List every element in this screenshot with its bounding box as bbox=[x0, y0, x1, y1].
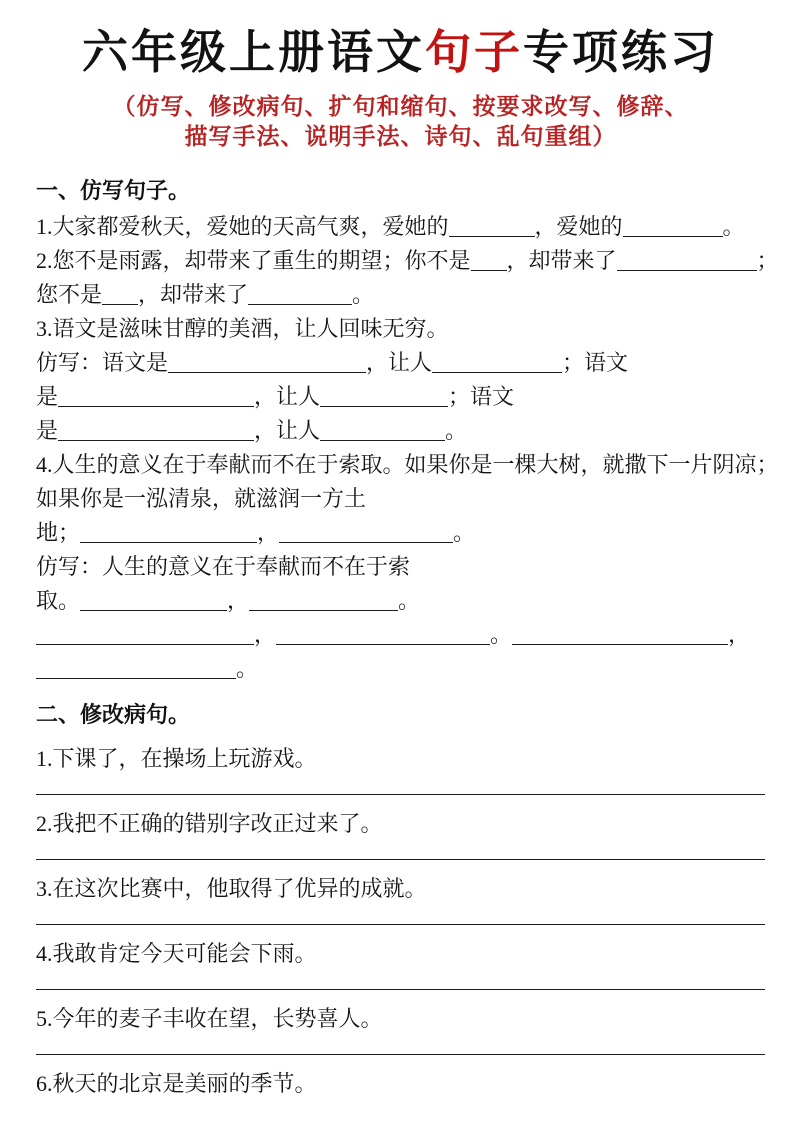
answer-blank bbox=[80, 588, 227, 611]
line-text: 是 bbox=[36, 384, 59, 409]
answer-line bbox=[36, 1054, 765, 1055]
line-text: ， bbox=[257, 520, 280, 545]
worksheet-line bbox=[36, 278, 765, 312]
line-text: 。 bbox=[490, 622, 513, 647]
question-item bbox=[36, 1069, 765, 1099]
line-text: ，爱她的 bbox=[534, 214, 623, 239]
line-text: 4.人生的意义在于奉献而不在于索取。如果你是一棵大树，就撒下一片阴凉； bbox=[36, 452, 779, 477]
answer-blank bbox=[58, 418, 254, 441]
question-item bbox=[36, 939, 765, 969]
line-text: 是 bbox=[36, 418, 59, 443]
answer-blank bbox=[449, 214, 535, 237]
answer-blank bbox=[168, 350, 366, 373]
answer-blank bbox=[249, 588, 398, 611]
subtitle-line-2: 描写手法、说明手法、诗句、乱句重组） bbox=[184, 124, 617, 149]
answer-blank bbox=[617, 248, 757, 271]
line-text: 3.语文是滋味甘醇的美酒，让人回味无穷。 bbox=[36, 316, 449, 341]
answer-blank bbox=[102, 282, 138, 305]
question-text: 4.我敢肯定今天可能会下雨。 bbox=[36, 941, 317, 966]
line-text: 取。 bbox=[36, 588, 81, 613]
line-text: ， bbox=[728, 622, 751, 647]
worksheet-line bbox=[36, 482, 765, 516]
answer-blank bbox=[58, 384, 254, 407]
line-text: 您不是 bbox=[36, 282, 103, 307]
subtitle bbox=[36, 92, 765, 152]
line-text: ，让人 bbox=[254, 418, 321, 443]
line-text: 。 bbox=[453, 520, 476, 545]
worksheet-line bbox=[36, 448, 779, 482]
subtitle-line-1: （仿写、修改病句、扩句和缩句、按要求改写、修辞、 bbox=[112, 94, 689, 119]
line-text: ， bbox=[254, 622, 277, 647]
line-text: ， bbox=[227, 588, 250, 613]
title-prefix: 六年级上册语文 bbox=[82, 27, 425, 78]
line-text: 仿写：语文是 bbox=[36, 350, 169, 375]
answer-line bbox=[36, 924, 765, 925]
section-2-heading: 二、修改病句。 bbox=[36, 702, 191, 727]
worksheet-line bbox=[36, 652, 765, 686]
answer-blank bbox=[276, 622, 490, 645]
line-text: 。 bbox=[722, 214, 745, 239]
line-text: 2.您不是雨露，却带来了重生的期望；你不是 bbox=[36, 248, 471, 273]
answer-blank bbox=[36, 622, 254, 645]
section-2-body bbox=[36, 744, 765, 1099]
question-text: 3.在这次比赛中，他取得了优异的成就。 bbox=[36, 876, 427, 901]
worksheet-line bbox=[36, 346, 765, 380]
line-text: ，却带来了 bbox=[506, 248, 617, 273]
section-1-heading: 一、仿写句子。 bbox=[36, 178, 191, 203]
answer-blank bbox=[36, 656, 236, 679]
worksheet-line bbox=[36, 414, 765, 448]
worksheet-line bbox=[36, 210, 765, 244]
answer-line bbox=[36, 859, 765, 860]
line-text: ；语文 bbox=[448, 384, 515, 409]
answer-blank bbox=[471, 248, 507, 271]
line-text: ，让人 bbox=[366, 350, 433, 375]
answer-blank bbox=[432, 350, 562, 373]
question-text: 5.今年的麦子丰收在望，长势喜人。 bbox=[36, 1006, 383, 1031]
answer-line bbox=[36, 989, 765, 990]
answer-blank bbox=[279, 520, 453, 543]
question-item bbox=[36, 744, 765, 774]
line-text: 地； bbox=[36, 520, 81, 545]
line-text: 1.大家都爱秋天，爱她的天高气爽，爱她的 bbox=[36, 214, 449, 239]
page-title bbox=[36, 24, 765, 82]
line-text: ； bbox=[756, 248, 779, 273]
question-text: 1.下课了，在操场上玩游戏。 bbox=[36, 746, 317, 771]
worksheet-line bbox=[36, 550, 765, 584]
worksheet-line bbox=[36, 516, 765, 550]
answer-blank bbox=[248, 282, 352, 305]
line-text: 。 bbox=[352, 282, 375, 307]
answer-line bbox=[36, 794, 765, 795]
worksheet-line bbox=[36, 312, 765, 346]
question-text: 2.我把不正确的错别字改正过来了。 bbox=[36, 811, 383, 836]
line-text: 仿写：人生的意义在于奉献而不在于索 bbox=[36, 554, 411, 579]
answer-blank bbox=[512, 622, 728, 645]
line-text: 如果你是一泓清泉，就滋润一方土 bbox=[36, 486, 367, 511]
title-suffix: 专项练习 bbox=[523, 27, 719, 78]
line-text: ；语文 bbox=[562, 350, 629, 375]
title-highlight: 句子 bbox=[425, 27, 523, 78]
answer-blank bbox=[320, 384, 448, 407]
worksheet-line bbox=[36, 380, 765, 414]
answer-blank bbox=[80, 520, 257, 543]
section-1-body bbox=[36, 210, 779, 686]
answer-blank bbox=[320, 418, 445, 441]
line-text: 。 bbox=[445, 418, 468, 443]
question-item bbox=[36, 874, 765, 904]
line-text: 。 bbox=[236, 656, 259, 681]
line-text: 。 bbox=[398, 588, 421, 613]
question-text: 6.秋天的北京是美丽的季节。 bbox=[36, 1071, 317, 1096]
worksheet-line bbox=[36, 584, 765, 618]
question-item bbox=[36, 1004, 765, 1034]
line-text: ，让人 bbox=[254, 384, 321, 409]
worksheet-line bbox=[36, 244, 779, 278]
answer-blank bbox=[623, 214, 723, 237]
question-item bbox=[36, 809, 765, 839]
line-text: ，却带来了 bbox=[138, 282, 249, 307]
worksheet-line bbox=[36, 618, 765, 652]
